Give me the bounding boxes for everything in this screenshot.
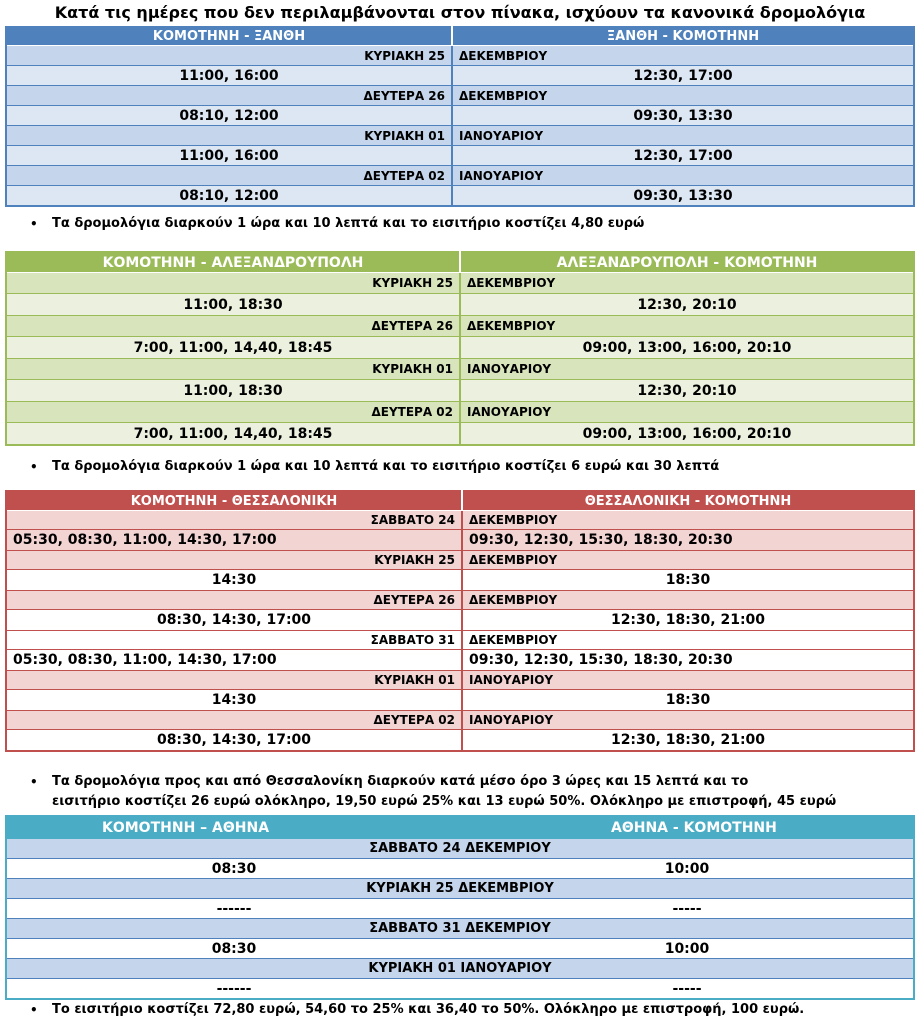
- outbound-times: 08:30, 14:30, 17:00: [6, 610, 462, 631]
- outbound-times: 11:00, 18:30: [6, 294, 460, 316]
- day-label: ΚΥΡΙΑΚΗ 25: [6, 551, 462, 570]
- day-label: ΣΑΒΒΑΤΟ 24: [6, 511, 462, 530]
- day-row: [6, 316, 914, 337]
- note-text: Τα δρομολόγια διαρκούν 1 ώρα και 10 λεπτά και το εισιτήριο κοστίζει 4,80 ευρώ: [52, 216, 645, 231]
- day-row: [6, 711, 914, 730]
- times-row: [6, 690, 914, 711]
- return-times: 10:00: [461, 859, 914, 879]
- thessaloniki-note: [30, 772, 915, 812]
- day-row: [6, 86, 914, 106]
- return-times: 09:30, 12:30, 15:30, 18:30, 20:30: [462, 530, 914, 551]
- outbound-times: 05:30, 08:30, 11:00, 14:30, 17:00: [6, 530, 462, 551]
- return-times: 12:30, 18:30, 21:00: [462, 610, 914, 631]
- header-outbound: ΚΟΜΟΤΗΝΗ - ΞΑΝΘΗ: [6, 27, 452, 46]
- day-label: ΔΕΥΤΕΡΑ 02: [6, 402, 460, 423]
- header-return: ΘΕΣΣΑΛΟΝΙΚΗ - ΚΟΜΟΤΗΝΗ: [462, 491, 914, 511]
- outbound-times: 05:30, 08:30, 11:00, 14:30, 17:00: [6, 650, 462, 671]
- return-times: 09:30, 12:30, 15:30, 18:30, 20:30: [462, 650, 914, 671]
- table-header: [6, 252, 914, 273]
- times-row: [6, 186, 914, 207]
- return-times: 10:00: [461, 939, 914, 959]
- return-times: 12:30, 20:10: [460, 380, 914, 402]
- times-row: [6, 899, 914, 919]
- table-header: [6, 491, 914, 511]
- month-label: ΔΕΚΕΜΒΡΙΟΥ: [452, 46, 914, 66]
- header-outbound: ΚΟΜΟΤΗΝΗ - ΘΕΣΣΑΛΟΝΙΚΗ: [6, 491, 462, 511]
- day-label: ΣΑΒΒΑΤΟ 24 ΔΕΚΕΜΡΙΟΥ: [6, 839, 914, 859]
- times-row: [6, 294, 914, 316]
- times-row: [6, 610, 914, 631]
- outbound-times: 08:30, 14:30, 17:00: [6, 730, 462, 752]
- outbound-times: ------: [6, 899, 461, 919]
- month-label: ΔΕΚΕΜΒΡΙΟΥ: [452, 86, 914, 106]
- day-label: ΚΥΡΙΑΚΗ 01 ΙΑΝΟΥΑΡΙΟΥ: [6, 959, 914, 979]
- return-times: 18:30: [462, 570, 914, 591]
- day-label: ΔΕΥΤΕΡΑ 02: [6, 711, 462, 730]
- day-label: ΔΕΥΤΕΡΑ 26: [6, 316, 460, 337]
- day-label: ΚΥΡΙΑΚΗ 25: [6, 273, 460, 294]
- day-label: ΣΑΒΒΑΤΟ 31 ΔΕΚΕΜΡΙΟΥ: [6, 919, 914, 939]
- times-row: [6, 106, 914, 126]
- return-times: -----: [461, 899, 914, 919]
- day-label: ΔΕΥΤΕΡΑ 26: [6, 591, 462, 610]
- return-times: 09:30, 13:30: [452, 106, 914, 126]
- day-row: [6, 46, 914, 66]
- return-times: -----: [461, 979, 914, 1000]
- times-row: [6, 146, 914, 166]
- day-row: [6, 359, 914, 380]
- komotini-xanthi-table: [5, 26, 915, 207]
- note-text: Τα δρομολόγια διαρκούν 1 ώρα και 10 λεπτά και το εισιτήριο κοστίζει 6 ευρώ και 30 λεπτά: [52, 459, 720, 474]
- outbound-times: 14:30: [6, 690, 462, 711]
- month-label: ΔΕΚΕΜΒΡΙΟΥ: [460, 316, 914, 337]
- times-row: [6, 979, 914, 1000]
- month-label: ΙΑΝΟΥΑΡΙΟΥ: [460, 402, 914, 423]
- header-return: ΑΘΗΝΑ - ΚΟΜΟΤΗΝΗ: [461, 816, 914, 839]
- komotini-athens-table: [5, 815, 915, 1000]
- day-row: [6, 839, 914, 859]
- month-label: ΙΑΝΟΥΑΡΙΟΥ: [460, 359, 914, 380]
- times-row: [6, 859, 914, 879]
- day-row: [6, 919, 914, 939]
- return-times: 12:30, 17:00: [452, 146, 914, 166]
- page-title: Κατά τις ημέρες που δεν περιλαμβάνονται στον πίνακα, ισχύουν τα κανονικά δρομολόγια: [54, 3, 866, 22]
- times-row: [6, 380, 914, 402]
- day-row: [6, 591, 914, 610]
- day-row: [6, 126, 914, 146]
- outbound-times: 08:10, 12:00: [6, 186, 452, 207]
- outbound-times: 14:30: [6, 570, 462, 591]
- day-label: ΔΕΥΤΕΡΑ 26: [6, 86, 452, 106]
- day-row: [6, 959, 914, 979]
- outbound-times: ------: [6, 979, 461, 1000]
- day-label: ΣΑΒΒΑΤΟ 31: [6, 631, 462, 650]
- outbound-times: 08:30: [6, 859, 461, 879]
- day-label: ΚΥΡΙΑΚΗ 01: [6, 126, 452, 146]
- day-row: [6, 273, 914, 294]
- komotini-alexandroupoli-table: [5, 251, 915, 446]
- komotini-thessaloniki-table: [5, 490, 915, 752]
- outbound-times: 11:00, 18:30: [6, 380, 460, 402]
- bullet: •: [30, 1003, 38, 1017]
- times-row: [6, 337, 914, 359]
- outbound-times: 11:00, 16:00: [6, 146, 452, 166]
- header-outbound: ΚΟΜΟΤΗΝΗ - ΑΛΕΞΑΝΔΡΟΥΠΟΛΗ: [6, 252, 460, 273]
- times-row: [6, 730, 914, 752]
- day-label: ΚΥΡΙΑΚΗ 01: [6, 359, 460, 380]
- header-outbound: ΚΟΜΟΤΗΝΗ – ΑΘΗΝΑ: [6, 816, 461, 839]
- return-times: 09:30, 13:30: [452, 186, 914, 207]
- day-label: ΚΥΡΙΑΚΗ 25: [6, 46, 452, 66]
- month-label: ΔΕΚΕΜΒΡΙΟΥ: [462, 551, 914, 570]
- return-times: 12:30, 17:00: [452, 66, 914, 86]
- times-row: [6, 939, 914, 959]
- outbound-times: 08:10, 12:00: [6, 106, 452, 126]
- times-row: [6, 66, 914, 86]
- day-label: ΚΥΡΙΑΚΗ 25 ΔΕΚΕΜΒΡΙΟΥ: [6, 879, 914, 899]
- return-times: 12:30, 18:30, 21:00: [462, 730, 914, 752]
- month-label: ΙΑΝΟΥΑΡΙΟΥ: [462, 671, 914, 690]
- month-label: ΔΕΚΕΜΒΡΙΟΥ: [462, 511, 914, 530]
- return-times: 18:30: [462, 690, 914, 711]
- outbound-times: 11:00, 16:00: [6, 66, 452, 86]
- day-row: [6, 671, 914, 690]
- header-return: ΞΑΝΘΗ - ΚΟΜΟΤΗΝΗ: [452, 27, 914, 46]
- header-return: ΑΛΕΞΑΝΔΡΟΥΠΟΛΗ - ΚΟΜΟΤΗΝΗ: [460, 252, 914, 273]
- day-row: [6, 879, 914, 899]
- day-row: [6, 511, 914, 530]
- month-label: ΔΕΚΕΜΒΡΙΟΥ: [462, 631, 914, 650]
- return-times: 12:30, 20:10: [460, 294, 914, 316]
- day-row: [6, 402, 914, 423]
- month-label: ΙΑΝΟΥΑΡΙΟΥ: [452, 126, 914, 146]
- day-label: ΚΥΡΙΑΚΗ 01: [6, 671, 462, 690]
- month-label: ΔΕΚΕΜΒΡΙΟΥ: [462, 591, 914, 610]
- outbound-times: 08:30: [6, 939, 461, 959]
- times-row: [6, 650, 914, 671]
- table-header: [6, 27, 914, 46]
- bullet: •: [30, 775, 38, 789]
- times-row: [6, 570, 914, 591]
- day-row: [6, 631, 914, 650]
- return-times: 09:00, 13:00, 16:00, 20:10: [460, 337, 914, 359]
- note-text: Το εισιτήριο κοστίζει 72,80 ευρώ, 54,60 το 25% και 36,40 το 50%. Ολόκληρο με επιστροφή, 100 ευρώ.: [52, 1002, 805, 1017]
- return-times: 09:00, 13:00, 16:00, 20:10: [460, 423, 914, 446]
- times-row: [6, 530, 914, 551]
- bullet: •: [30, 217, 38, 231]
- outbound-times: 7:00, 11:00, 14,40, 18:45: [6, 423, 460, 446]
- day-row: [6, 166, 914, 186]
- bullet: •: [30, 460, 38, 474]
- outbound-times: 7:00, 11:00, 14,40, 18:45: [6, 337, 460, 359]
- month-label: ΙΑΝΟΥΑΡΙΟΥ: [452, 166, 914, 186]
- day-row: [6, 551, 914, 570]
- month-label: ΙΑΝΟΥΑΡΙΟΥ: [462, 711, 914, 730]
- note-text-line1: Τα δρομολόγια προς και από Θεσσαλονίκη διαρκούν κατά μέσο όρο 3 ώρες και 15 λεπτά και το: [52, 774, 749, 789]
- day-label: ΔΕΥΤΕΡΑ 02: [6, 166, 452, 186]
- times-row: [6, 423, 914, 446]
- note-text-line2: εισιτήριο κοστίζει 26 ευρώ ολόκληρο, 19,50 ευρώ 25% και 13 ευρώ 50%. Ολόκληρο με επιστροφή, 45 ευρώ: [52, 794, 837, 809]
- table-header: [6, 816, 914, 839]
- month-label: ΔΕΚΕΜΒΡΙΟΥ: [460, 273, 914, 294]
